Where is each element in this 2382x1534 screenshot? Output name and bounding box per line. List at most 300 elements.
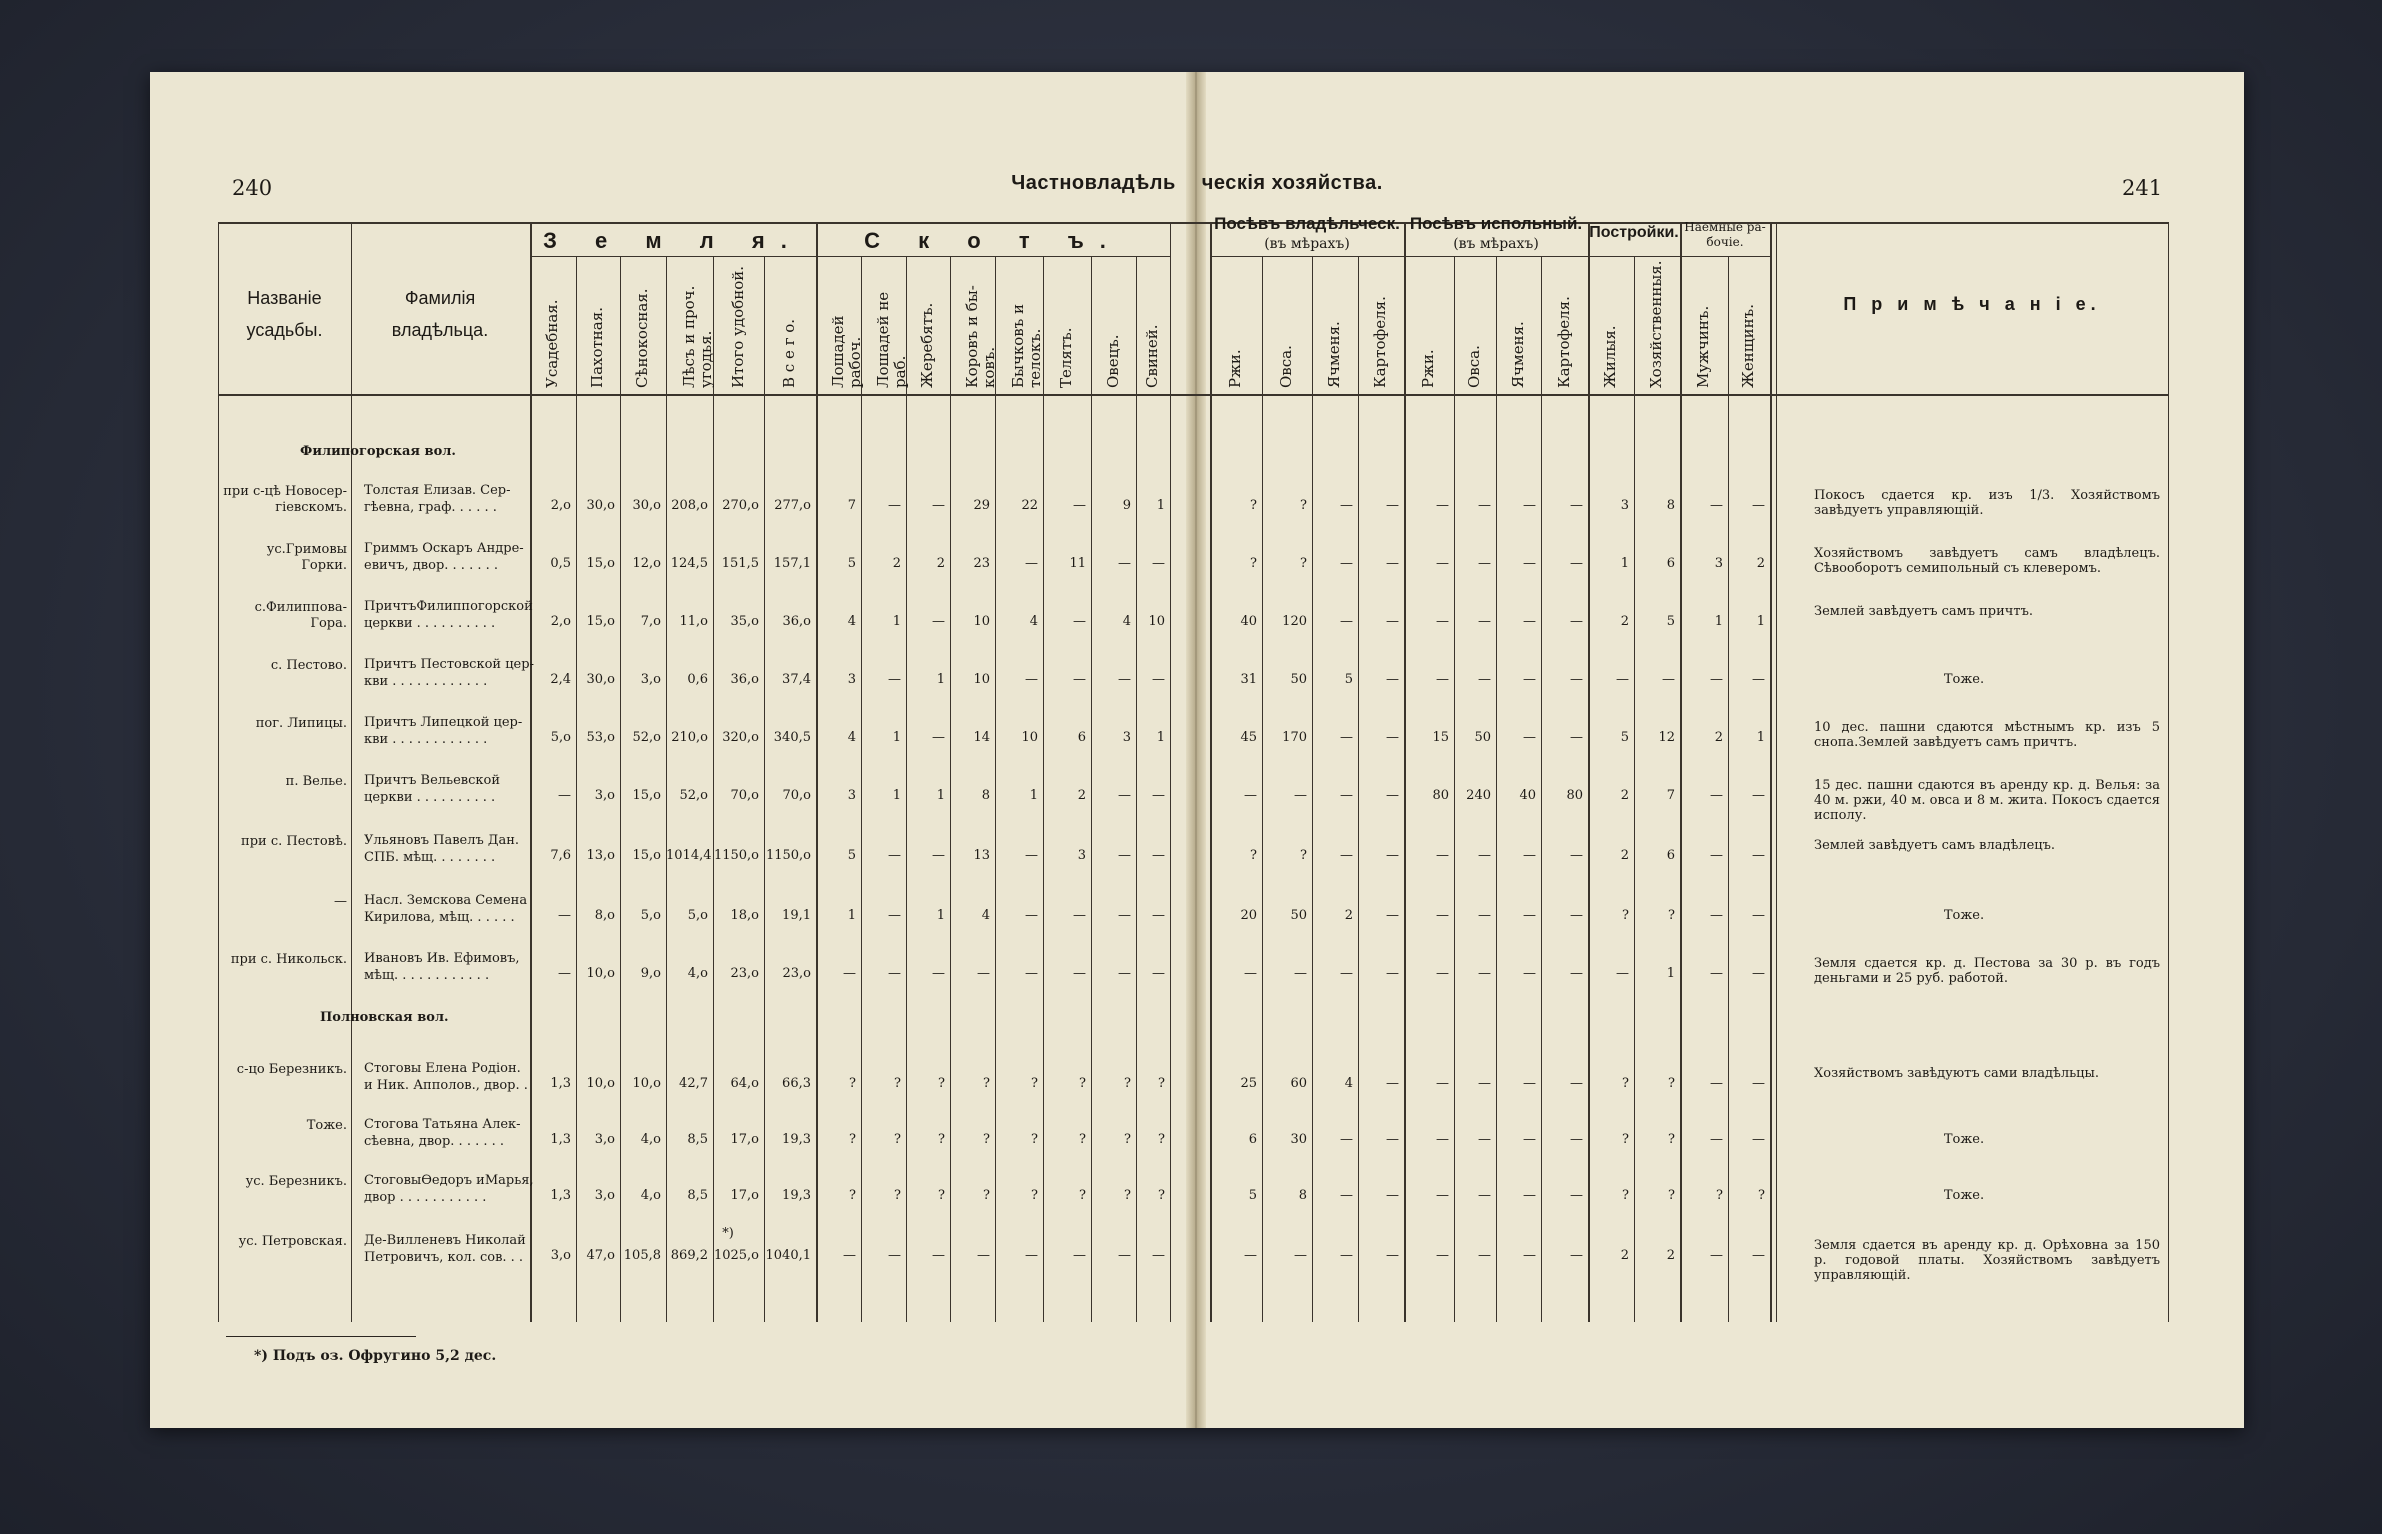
header-cattle-col: Жеребятъ. [918, 302, 936, 388]
cell-land: 1025,о [713, 1248, 759, 1263]
note: 15 дес. пашни сдаются въ аренду кр. д. Велья: за 40 м. ржи, 40 м. овса и 8 м. жита. Покосъ сдается исполу. [1814, 778, 2160, 823]
cell-land: 10,о [632, 1076, 661, 1091]
cell-sow-farm: — [1523, 498, 1536, 513]
cell-sow-owner: 8 [1298, 1188, 1307, 1203]
note: Земля сдается кр. д. Пестова за 30 р. въ годъ деньгами и 25 руб. работой. [1814, 956, 2160, 986]
cell-cattle: — [977, 1248, 990, 1263]
note: 10 дес. пашни сдаются мѣстнымъ кр. изъ 5 снопа.Землей завѣдуетъ самъ причтъ. [1814, 720, 2160, 750]
header-workers: Наемные ра-бочіе. [1684, 220, 1766, 249]
cell-land: 208,о [671, 498, 708, 513]
owner-name: Насл. Земскова Семена Кирилова, мѣщ. . . . . . [364, 893, 528, 925]
cell-sow-owner: — [1386, 1132, 1399, 1147]
header-land-col: Итого удобной. [728, 266, 747, 388]
cell-cattle: ? [938, 1132, 945, 1147]
cell-cattle: — [1118, 908, 1131, 923]
header-sow-owner: Посѣвъ владѣльческ. [1214, 214, 1400, 233]
cell-buildings: 8 [1666, 498, 1675, 513]
cell-sow-farm: — [1436, 1248, 1449, 1263]
cell-workers: — [1752, 498, 1765, 513]
cell-cattle: — [888, 1248, 901, 1263]
cell-sow-farm: — [1436, 672, 1449, 687]
cell-cattle: 1 [892, 614, 901, 629]
estate-name: пог. Липицы. [255, 716, 347, 731]
cell-sow-farm: — [1570, 498, 1583, 513]
cell-buildings: ? [1668, 1076, 1675, 1091]
cell-sow-farm: — [1523, 1076, 1536, 1091]
note: Землей завѣдуетъ самъ причтъ. [1814, 604, 2033, 619]
cell-sow-farm: 40 [1519, 788, 1536, 803]
cell-land: 35,о [730, 614, 759, 629]
cell-cattle: — [932, 966, 945, 981]
cell-buildings: 2 [1620, 848, 1629, 863]
cell-cattle: ? [894, 1132, 901, 1147]
cell-sow-owner: ? [1250, 498, 1257, 513]
cell-sow-farm: — [1570, 672, 1583, 687]
cell-buildings: 7 [1666, 788, 1675, 803]
cell-sow-farm: — [1523, 1132, 1536, 1147]
cell-workers: — [1710, 1248, 1723, 1263]
header-estate: Названіе усадьбы. [246, 288, 323, 340]
cell-buildings: ? [1668, 908, 1675, 923]
cell-land: 30,о [586, 672, 615, 687]
cell-sow-farm: — [1478, 672, 1491, 687]
cell-workers: — [1710, 848, 1723, 863]
cell-land: 4,о [640, 1132, 661, 1147]
cell-land: 3,о [550, 1248, 571, 1263]
cell-sow-owner: 25 [1240, 1076, 1257, 1091]
header-cattle-col: Свиней. [1143, 324, 1161, 388]
cell-sow-owner: 50 [1290, 672, 1307, 687]
cell-sow-farm: — [1436, 966, 1449, 981]
cell-sow-farm: 80 [1432, 788, 1449, 803]
cell-land: 3,о [640, 672, 661, 687]
cell-land: 1040,1 [765, 1248, 811, 1263]
cell-cattle: ? [1124, 1188, 1131, 1203]
cell-cattle: 7 [847, 498, 856, 513]
cell-cattle: ? [938, 1076, 945, 1091]
cell-sow-farm: — [1436, 908, 1449, 923]
cell-land: 42,7 [679, 1076, 708, 1091]
cell-sow-owner: — [1294, 788, 1307, 803]
cell-land: 70,о [782, 788, 811, 803]
cell-workers: — [1752, 908, 1765, 923]
header-notes: П р и м ѣ ч а н і е. [1843, 294, 2101, 314]
group-rule [1210, 256, 1404, 257]
cell-land: 5,о [687, 908, 708, 923]
cell-land: 37,4 [782, 672, 811, 687]
header-buildings-col: Хозяйственныя. [1647, 260, 1665, 388]
cell-workers: — [1752, 788, 1765, 803]
cell-land: 15,о [632, 848, 661, 863]
cell-sow-owner: — [1340, 848, 1353, 863]
header-land-col: Сѣнокосная. [633, 288, 651, 388]
cell-cattle: 1 [892, 788, 901, 803]
cell-cattle: 1 [847, 908, 856, 923]
header-land-col: Усадебная. [543, 299, 561, 388]
cell-sow-owner: — [1386, 614, 1399, 629]
cell-buildings: 12 [1658, 730, 1675, 745]
cell-cattle: ? [938, 1188, 945, 1203]
cell-cattle: 14 [973, 730, 990, 745]
cell-sow-owner: — [1340, 788, 1353, 803]
cell-land: 66,3 [782, 1076, 811, 1091]
estate-name: при с. Никольск. [230, 952, 347, 967]
running-head-left: Частновладѣль [1011, 172, 1176, 194]
cell-sow-farm: 80 [1566, 788, 1583, 803]
cell-sow-owner: — [1244, 966, 1257, 981]
cell-cattle: ? [894, 1188, 901, 1203]
cell-sow-owner: — [1386, 788, 1399, 803]
cell-sow-farm: — [1478, 1132, 1491, 1147]
cell-sow-owner: — [1386, 848, 1399, 863]
header-sow-farm-col: Ячменя. [1508, 321, 1527, 388]
cell-land: 19,1 [782, 908, 811, 923]
cell-cattle: 10 [1148, 614, 1165, 629]
book-gutter [1186, 72, 1206, 1428]
header-land-col: Лѣсъ и проч. угодья. [679, 285, 715, 388]
cell-sow-farm: — [1478, 966, 1491, 981]
cell-sow-farm: — [1570, 614, 1583, 629]
cell-cattle: 1 [1029, 788, 1038, 803]
cell-sow-owner: 120 [1282, 614, 1307, 629]
cell-sow-owner: — [1340, 1132, 1353, 1147]
cell-cattle: 3 [847, 788, 856, 803]
cell-workers: 2 [1756, 556, 1765, 571]
cell-sow-farm: — [1570, 1188, 1583, 1203]
cell-workers: 1 [1714, 614, 1723, 629]
cell-sow-farm: 50 [1474, 730, 1491, 745]
cell-land: 15,о [632, 788, 661, 803]
cell-cattle: 29 [973, 498, 990, 513]
cell-buildings: — [1616, 966, 1629, 981]
cell-cattle: — [1025, 848, 1038, 863]
cell-cattle: 10 [973, 672, 990, 687]
cell-cattle: ? [894, 1076, 901, 1091]
cell-sow-farm: — [1523, 908, 1536, 923]
cell-cattle: — [1025, 672, 1038, 687]
cell-workers: — [1752, 672, 1765, 687]
cell-sow-owner: — [1244, 1248, 1257, 1263]
cell-sow-owner: ? [1300, 848, 1307, 863]
cell-sow-owner: — [1386, 556, 1399, 571]
cell-cattle: — [888, 498, 901, 513]
estate-name: с-цо Березникъ. [236, 1062, 347, 1077]
cell-land: 157,1 [773, 556, 811, 571]
cell-land: 320,о [722, 730, 759, 745]
cell-cattle: 2 [1077, 788, 1086, 803]
cell-land: 18,о [730, 908, 759, 923]
estate-name: ус.Гримовы Горки. [266, 542, 347, 573]
cell-sow-farm: — [1478, 908, 1491, 923]
cell-sow-owner: 45 [1240, 730, 1257, 745]
cell-cattle: 13 [973, 848, 990, 863]
cell-cattle: 1 [892, 730, 901, 745]
column-rule [2168, 222, 2169, 1322]
note: Покосъ сдается кр. изъ 1/3. Хозяйствомъ завѣдуетъ управляющій. [1814, 488, 2160, 518]
cell-land: 30,о [586, 498, 615, 513]
owner-name: Причтъ Пестовской цер- кви . . . . . . . . . . . . [364, 657, 534, 689]
group-rule [1680, 256, 1770, 257]
cell-cattle: ? [1031, 1132, 1038, 1147]
cell-sow-owner: ? [1250, 848, 1257, 863]
cell-workers: — [1710, 498, 1723, 513]
cell-sow-farm: — [1478, 848, 1491, 863]
cell-cattle: — [1073, 908, 1086, 923]
cell-land: 30,о [632, 498, 661, 513]
cell-cattle: 23 [973, 556, 990, 571]
cell-sow-farm: — [1523, 1188, 1536, 1203]
header-sow-owner-sub: (въ мѣрахъ) [1264, 236, 1350, 252]
cell-cattle: — [1152, 672, 1165, 687]
cell-cattle: 2 [936, 556, 945, 571]
cell-cattle: — [1118, 1248, 1131, 1263]
cell-buildings: ? [1622, 908, 1629, 923]
cell-cattle: 4 [847, 614, 856, 629]
cell-cattle: 11 [1069, 556, 1086, 571]
cell-cattle: ? [1124, 1076, 1131, 1091]
cell-cattle: ? [849, 1188, 856, 1203]
cell-sow-farm: — [1436, 556, 1449, 571]
cell-cattle: 1 [936, 788, 945, 803]
cell-cattle: — [932, 1248, 945, 1263]
cell-cattle: — [1118, 788, 1131, 803]
cell-sow-farm: — [1570, 556, 1583, 571]
cell-cattle: — [932, 848, 945, 863]
cell-land: 3,о [594, 788, 615, 803]
cell-land: 13,о [586, 848, 615, 863]
cell-land: 1014,4 [666, 848, 712, 863]
cell-cattle: ? [1079, 1188, 1086, 1203]
cell-cattle: — [1073, 614, 1086, 629]
cell-buildings: 6 [1666, 556, 1675, 571]
cell-cattle: — [1073, 498, 1086, 513]
cell-sow-owner: ? [1300, 498, 1307, 513]
cell-sow-owner: — [1340, 498, 1353, 513]
cell-sow-owner: 40 [1240, 614, 1257, 629]
cell-sow-owner: — [1244, 788, 1257, 803]
cell-land: 1,3 [550, 1076, 571, 1091]
cell-land: 340,5 [773, 730, 811, 745]
cell-sow-farm: — [1436, 848, 1449, 863]
cell-sow-owner: 31 [1240, 672, 1257, 687]
header-cattle-col: Овецъ. [1103, 334, 1122, 388]
cell-cattle: 1 [936, 672, 945, 687]
header-cattle: С к о т ъ. [864, 228, 1122, 253]
cell-land: 11,о [679, 614, 708, 629]
cell-sow-farm: — [1436, 614, 1449, 629]
cell-land: 210,о [671, 730, 708, 745]
header-land-col: Пахотная. [588, 307, 606, 388]
cell-sow-farm: — [1570, 908, 1583, 923]
cell-land: — [558, 788, 571, 803]
cell-buildings: ? [1622, 1188, 1629, 1203]
cell-land: 869,2 [670, 1248, 708, 1263]
cell-land: — [558, 966, 571, 981]
note: Землей завѣдуетъ самъ владѣлецъ. [1814, 838, 2056, 853]
column-rule [1210, 222, 1212, 1322]
cell-workers: — [1710, 788, 1723, 803]
cell-land: 2,о [550, 614, 571, 629]
cell-cattle: ? [1079, 1132, 1086, 1147]
cell-sow-farm: — [1436, 1076, 1449, 1091]
open-book [150, 72, 2244, 1428]
cell-sow-owner: 60 [1290, 1076, 1307, 1091]
running-head [150, 172, 2244, 195]
cell-workers: — [1752, 966, 1765, 981]
cell-sow-farm: — [1523, 966, 1536, 981]
cell-land: 52,о [679, 788, 708, 803]
cell-buildings: 3 [1620, 498, 1629, 513]
cell-cattle: 4 [1122, 614, 1131, 629]
header-workers-col: Мужчинъ. [1694, 305, 1712, 388]
cell-workers: 3 [1714, 556, 1723, 571]
header-sow-owner-col: Картофеля. [1371, 296, 1389, 388]
cell-land: 64,о [730, 1076, 759, 1091]
cell-land: 2,4 [550, 672, 571, 687]
cell-land: 52,о [632, 730, 661, 745]
cell-land: 23,о [782, 966, 811, 981]
cell-cattle: ? [983, 1076, 990, 1091]
cell-sow-owner: — [1340, 556, 1353, 571]
estate-name: при с-цѣ Новосер- гіевскомъ. [223, 484, 347, 515]
header-sow-owner-col: Овса. [1277, 345, 1295, 388]
estate-name: — [334, 894, 347, 909]
note: Хозяйствомъ завѣдуютъ сами владѣльцы. [1814, 1066, 2100, 1081]
header-land: З е м л я. [543, 228, 803, 253]
cell-cattle: 1 [1156, 730, 1165, 745]
cell-cattle: 4 [1029, 614, 1038, 629]
owner-name: Причтъ Вельевской церкви . . . . . . . . . . [364, 773, 501, 805]
cell-sow-owner: 6 [1248, 1132, 1257, 1147]
cell-land: 4,о [687, 966, 708, 981]
cell-land: 270,о [722, 498, 759, 513]
owner-name: Ивановъ Ив. Ефимовъ, мѣщ. . . . . . . . . . . . [364, 951, 520, 983]
estate-name: Тоже. [306, 1118, 347, 1133]
cell-buildings: ? [1668, 1132, 1675, 1147]
cell-sow-owner: 5 [1344, 672, 1353, 687]
cell-sow-owner: 2 [1344, 908, 1353, 923]
cell-cattle: — [1025, 1248, 1038, 1263]
cell-cattle: — [1025, 908, 1038, 923]
estate-name: ус. Березникъ. [245, 1174, 347, 1189]
header-cattle-col: Коровъ и бы-ковъ. [962, 285, 998, 388]
cell-sow-owner: — [1386, 672, 1399, 687]
cell-land: 5,о [640, 908, 661, 923]
cell-sow-farm: — [1478, 1076, 1491, 1091]
cell-cattle: 3 [1122, 730, 1131, 745]
cell-cattle: — [1152, 966, 1165, 981]
section-title: Филипогорская вол. [300, 444, 456, 459]
cell-cattle: — [977, 966, 990, 981]
cell-cattle: — [1152, 848, 1165, 863]
cell-cattle: — [1118, 556, 1131, 571]
cell-sow-farm: — [1523, 556, 1536, 571]
cell-cattle: — [1073, 672, 1086, 687]
cell-land: 19,3 [782, 1132, 811, 1147]
header-sow-farm-col: Картофеля. [1554, 296, 1573, 388]
cell-sow-farm: — [1478, 556, 1491, 571]
cell-cattle: ? [1031, 1188, 1038, 1203]
owner-name: Толстая Елизав. Сер- гѣевна, граф. . . . . . [364, 483, 511, 515]
footnote-marker: *) [722, 1226, 734, 1241]
cell-land: 105,8 [623, 1248, 661, 1263]
cell-sow-farm: — [1478, 614, 1491, 629]
cell-cattle: — [1118, 672, 1131, 687]
cell-land: 1150,о [713, 848, 759, 863]
cell-cattle: — [1152, 556, 1165, 571]
header-workers-col: Женщинъ. [1739, 304, 1757, 388]
cell-cattle: — [932, 730, 945, 745]
cell-land: 5,о [550, 730, 571, 745]
cell-cattle: ? [1079, 1076, 1086, 1091]
cell-workers: — [1752, 848, 1765, 863]
cell-land: 8,о [594, 908, 615, 923]
cell-land: 0,5 [550, 556, 571, 571]
cell-cattle: ? [849, 1132, 856, 1147]
cell-cattle: 10 [1021, 730, 1038, 745]
cell-land: 1150,о [765, 848, 811, 863]
group-rule [1404, 256, 1588, 257]
cell-cattle: — [888, 848, 901, 863]
cell-sow-owner: 30 [1290, 1132, 1307, 1147]
cell-land: 151,5 [721, 556, 759, 571]
cell-land: 7,6 [550, 848, 571, 863]
cell-land: 47,о [586, 1248, 615, 1263]
header-cattle-col: Бычковъ и телокъ. [1009, 303, 1044, 388]
cell-cattle: — [1025, 556, 1038, 571]
cell-workers: 1 [1756, 614, 1765, 629]
cell-sow-owner: — [1386, 966, 1399, 981]
cell-sow-owner: — [1386, 1188, 1399, 1203]
cell-buildings: 1 [1666, 966, 1675, 981]
owner-name: ПричтъФилиппогорской церкви . . . . . . . . . . [364, 599, 533, 631]
cell-land: 17,о [730, 1132, 759, 1147]
cell-sow-farm: — [1570, 1076, 1583, 1091]
cell-workers: — [1710, 1132, 1723, 1147]
cell-buildings: ? [1622, 1076, 1629, 1091]
cell-sow-farm: — [1436, 1132, 1449, 1147]
owner-name: Стогова Татьяна Алек- сѣевна, двор. . . . . . . [364, 1117, 521, 1149]
cell-cattle: 10 [973, 614, 990, 629]
cell-sow-farm: — [1478, 1188, 1491, 1203]
cell-workers: 2 [1714, 730, 1723, 745]
owner-name: Причтъ Липецкой цер- кви . . . . . . . . . . . . [364, 715, 523, 747]
cell-sow-owner: — [1386, 498, 1399, 513]
cell-workers: — [1710, 908, 1723, 923]
cell-cattle: ? [983, 1188, 990, 1203]
cell-sow-owner: ? [1250, 556, 1257, 571]
group-rule [530, 256, 816, 257]
cell-sow-owner: — [1340, 966, 1353, 981]
header-cattle-col: Лошадей не раб. [873, 291, 909, 388]
footnote-rule [226, 1336, 416, 1337]
cell-cattle: 22 [1021, 498, 1038, 513]
cell-buildings: 2 [1620, 788, 1629, 803]
cell-sow-farm: — [1523, 730, 1536, 745]
cell-sow-farm: — [1523, 848, 1536, 863]
cell-land: 10,о [586, 1076, 615, 1091]
header-owner: Фамилія владѣльца. [391, 288, 489, 340]
cell-workers: ? [1758, 1188, 1765, 1203]
cell-cattle: — [888, 672, 901, 687]
cell-sow-farm: — [1523, 614, 1536, 629]
cell-cattle: — [1118, 848, 1131, 863]
cell-cattle: 6 [1077, 730, 1086, 745]
cell-cattle: ? [983, 1132, 990, 1147]
cell-cattle: — [888, 908, 901, 923]
cell-cattle: 9 [1122, 498, 1131, 513]
cell-sow-farm: — [1570, 966, 1583, 981]
